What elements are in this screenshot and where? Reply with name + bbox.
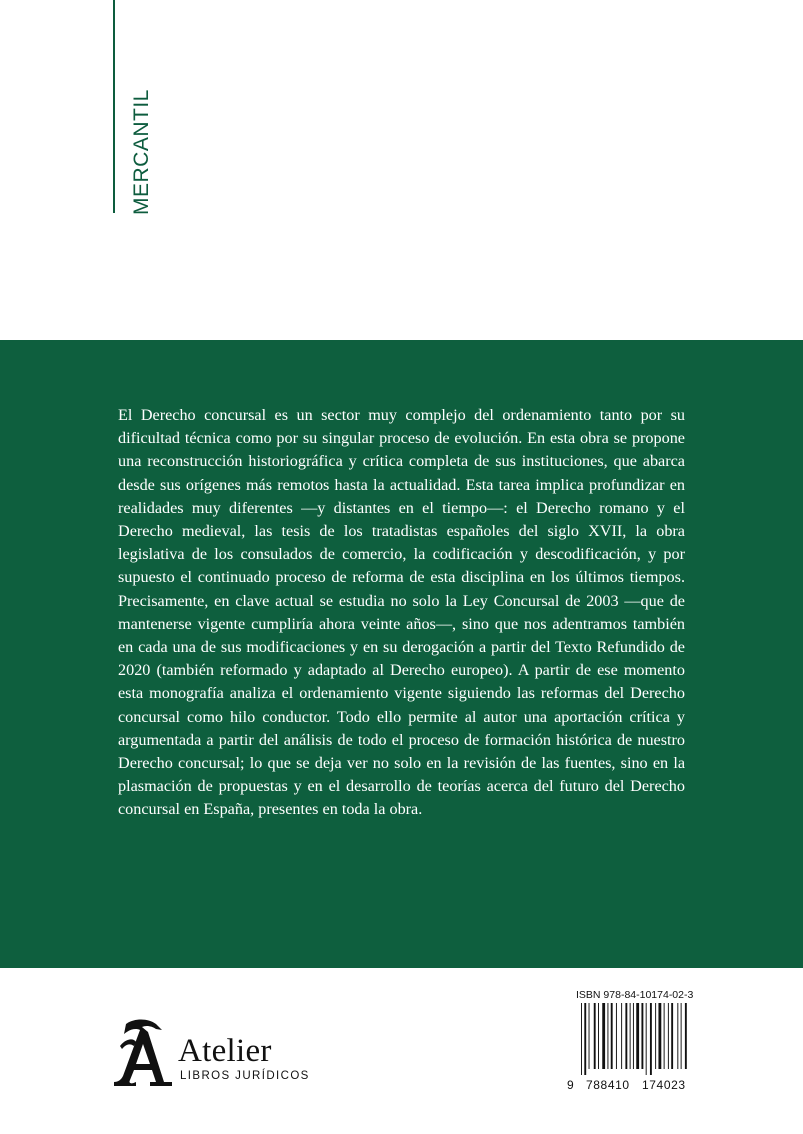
publisher-subtitle: LIBROS JURÍDICOS [180,1070,310,1082]
barcode-digits-right: 174023 [642,1078,686,1092]
isbn-barcode [565,1001,703,1096]
back-cover-blurb: El Derecho concursal es un sector muy complejo del ordenamiento tanto por su dificultad técnica como por su singular proceso de evolución. En esta obra se propone una reconstrucción historiográfica y crítica completa de sus instituciones, que abarca desde sus orígenes más remotos hasta la actualidad. Esta tarea implica profundizar en realidades muy diferentes —y distantes en el tiempo—: el Derecho romano y el Derecho medieval, las tesis de los tratadistas españoles del siglo XVII, la obra legislativa de los consulados de comercio, la codificación y descodificación, y por supuesto el continuado proceso de reforma de esta disciplina en los últimos tiempos. Precisamente, en clave actual se estudia no solo la Ley Concursal de 2003 —que de mantenerse vigente cumpliría ahora veinte años—, sino que nos adentramos también en cada una de sus modificaciones y en su derogación a partir del Texto Refundido de 2020 (también reformado y adaptado al Derecho europeo). A partir de ese momento esta monografía analiza el ordenamiento vigente siguiendo las reformas del Derecho concursal como hilo conductor. Todo ello permite al autor una aportación crítica y argumentada a partir del análisis de todo el proceso de formación histórica de nuestro Derecho concursal; lo que se deja ver no solo en la revisión de las fuentes, sino en la plasmación de propuestas y en el desarrollo de teorías acerca del futuro del Derecho concursal en España, presentes en toda la obra. [118,406,685,819]
barcode-bar [633,1003,634,1069]
barcode-bar [677,1003,678,1069]
isbn-label: ISBN 978-84-10174-02-3 [576,989,694,1001]
series-rule-line [113,0,115,213]
barcode-digits-left: 788410 [586,1078,630,1092]
barcode-bar [616,1003,617,1069]
barcode-bar [655,1003,656,1069]
barcode-bar [621,1003,622,1069]
stylized-letter-a-icon [112,1016,174,1088]
barcode-bar [602,1003,605,1069]
publisher-logo [112,1016,310,1088]
barcode-bar [681,1003,682,1069]
barcode-bar [611,1003,613,1069]
barcode-digit-first: 9 [567,1078,575,1092]
barcode-bar [581,1003,582,1075]
barcode-bar [584,1003,586,1075]
barcode-bar [594,1003,596,1069]
barcode-bar [650,1003,652,1075]
barcode-bar [664,1003,665,1069]
barcode-bar [671,1003,673,1069]
barcode-bar [685,1003,687,1069]
barcode-bar [636,1003,639,1069]
series-label: MERCANTIL [130,89,153,215]
barcode-bar [641,1003,643,1069]
barcode-bar [598,1003,599,1069]
publisher-name: Atelier [178,1033,272,1069]
barcode-bar [625,1003,627,1069]
barcode-bar [668,1003,669,1069]
barcode-bar [658,1003,661,1069]
barcode-bar [646,1003,647,1075]
barcode-bar [630,1003,631,1069]
barcode-bars [575,1003,693,1075]
barcode-bar [607,1003,608,1069]
barcode-bar [589,1003,590,1069]
